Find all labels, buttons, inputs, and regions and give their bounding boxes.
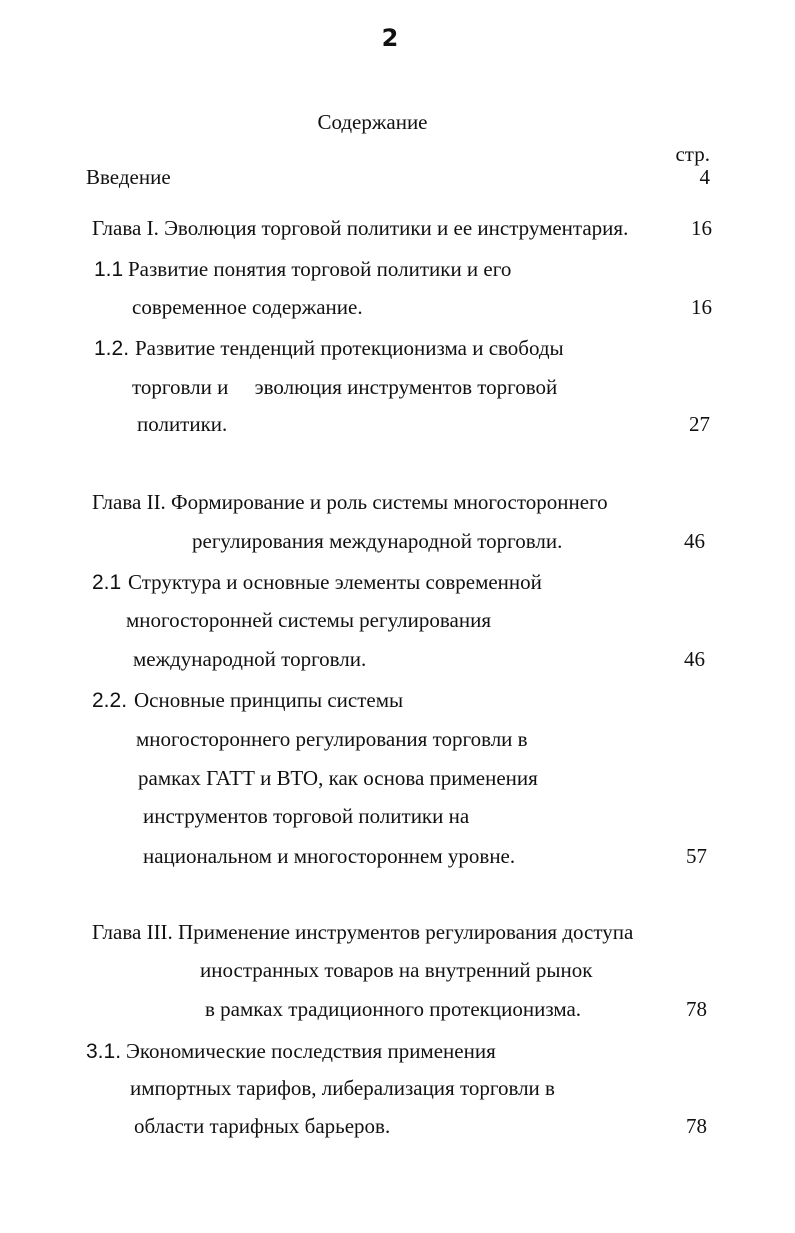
section-2-1-line-3: международной торговли. [133,647,367,671]
section-1-2-line-3: политики. [137,412,228,436]
chapter-1-page: 16 [691,216,712,240]
toc-title: Содержание [317,110,428,134]
section-2-2-line-2: многостороннего регулирования торговли в [136,727,528,751]
chapter-2-page: 46 [684,529,705,553]
section-1-2-number: 1.2. [94,337,130,360]
section-2-2-line-4: инструментов торговой политики на [143,804,470,828]
page-column-header: стр. [675,142,710,166]
section-3-1-page: 78 [686,1114,707,1138]
section-2-1-line-2: многосторонней системы регулирования [126,608,491,632]
toc-entry-introduction: Введение [86,165,171,189]
section-2-1-page: 46 [684,647,705,671]
toc-entry-introduction-page: 4 [699,165,710,189]
section-3-1-line-3: области тарифных барьеров. [134,1114,391,1138]
section-2-2-number: 2.2. [92,689,128,712]
section-1-2-page: 27 [689,412,710,436]
section-3-1-line-2: импортных тарифов, либерализация торговли в [130,1076,555,1100]
section-2-2-line-1: Основные принципы системы [134,688,404,712]
page-number: 2 [381,24,399,52]
section-3-1-line-1: Экономические последствия применения [126,1039,496,1063]
chapter-2-heading-line-2: регулирования международной торговли. [192,529,563,553]
section-2-2-line-3: рамках ГАТТ и ВТО, как основа применения [138,766,538,790]
section-2-1-line-1: Структура и основные элементы современной [128,570,542,594]
section-1-1-line-1: Развитие понятия торговой политики и его [128,257,512,281]
section-2-1-number: 2.1 [92,571,122,594]
chapter-2-heading-line-1: Глава II. Формирование и роль системы многостороннего [92,490,608,514]
section-1-1-line-2: современное содержание. [132,295,363,319]
section-1-1-number: 1.1 [94,258,124,281]
chapter-3-heading-line-3: в рамках традиционного протекционизма. [205,997,582,1021]
section-1-2-line-2: торговли и эволюция инструментов торговой [132,375,558,399]
section-1-1-page: 16 [691,295,712,319]
section-2-2-page: 57 [686,844,707,868]
chapter-3-heading-line-1: Глава III. Применение инструментов регулирования доступа [92,920,634,944]
chapter-3-heading-line-2: иностранных товаров на внутренний рынок [200,958,593,982]
section-2-2-line-5: национальном и многостороннем уровне. [143,844,516,868]
section-3-1-number: 3.1. [86,1040,122,1063]
section-1-2-line-1: Развитие тенденций протекционизма и свободы [135,336,564,360]
chapter-1-heading: Глава I. Эволюция торговой политики и ее инструментария. [92,216,629,240]
chapter-3-page: 78 [686,997,707,1021]
